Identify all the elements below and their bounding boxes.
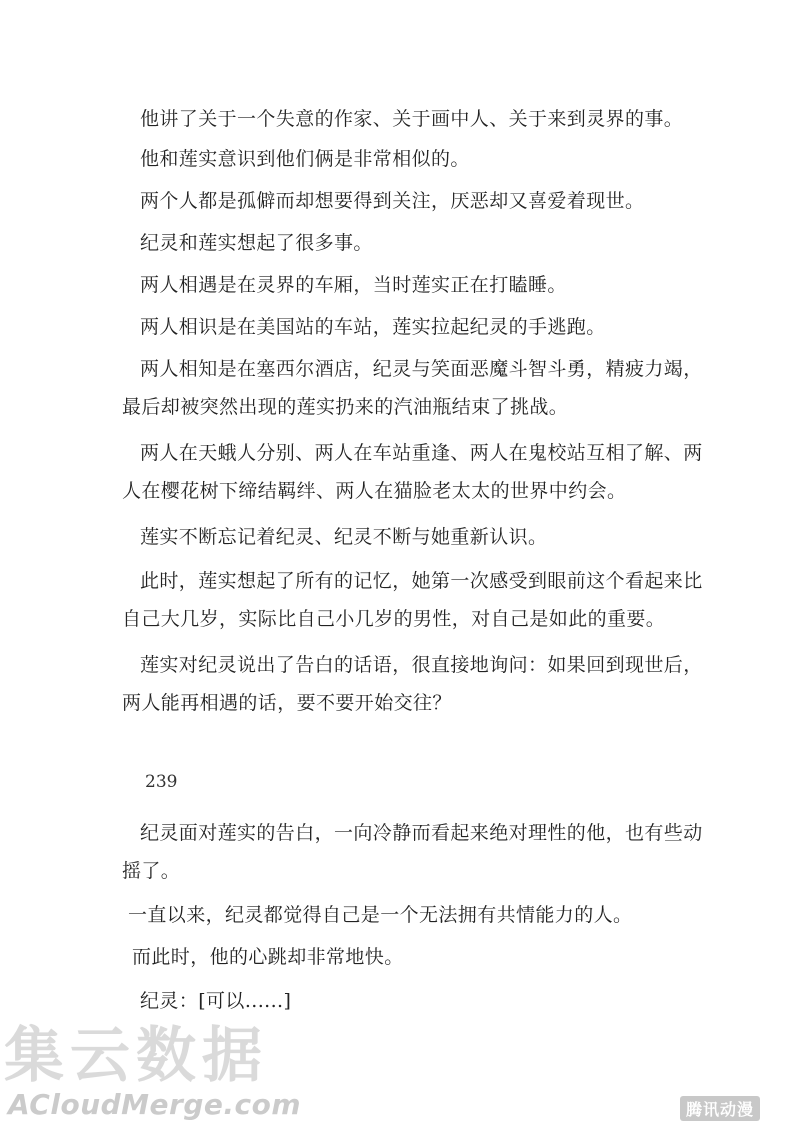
watermark-logo: 腾讯动漫 xyxy=(680,1096,760,1121)
text-line: 他和莲实意识到他们俩是非常相似的。 xyxy=(140,148,470,170)
text-line: 一直以来，纪灵都觉得自己是一个无法拥有共情能力的人。 xyxy=(128,904,633,926)
text-line: 此时，莲实想起了所有的记忆，她第一次感受到眼前这个看起来比 xyxy=(140,570,703,592)
text-line: 最后却被突然出现的莲实扔来的汽油瓶结束了挑战。 xyxy=(122,396,569,418)
paragraph-4 xyxy=(140,224,373,262)
paragraph-6 xyxy=(140,308,606,346)
watermark-chinese: 集云数据 xyxy=(4,1021,268,1091)
paragraph-10 xyxy=(122,562,703,638)
text-line: 莲实不断忘记着纪灵、纪灵不断与她重新认识。 xyxy=(140,526,548,548)
watermark-english: ACloudMerge.com xyxy=(8,1088,302,1121)
paragraph-14 xyxy=(132,938,404,976)
text-line: 两个人都是孤僻而却想要得到关注，厌恶却又喜爱着现世。 xyxy=(140,190,645,212)
text-line: 自己大几岁，实际比自己小几岁的男性，对自己是如此的重要。 xyxy=(122,608,666,630)
paragraph-13 xyxy=(128,896,632,934)
text-line: 两人相遇是在灵界的车厢，当时莲实正在打瞌睡。 xyxy=(140,274,567,296)
text-line: 纪灵：[可以......] xyxy=(140,990,292,1012)
paragraph-2 xyxy=(140,140,470,178)
paragraph-9 xyxy=(140,518,547,556)
paragraph-8 xyxy=(122,434,703,510)
paragraph-11 xyxy=(122,646,703,722)
paragraph-3 xyxy=(140,182,644,220)
paragraph-7 xyxy=(122,350,703,426)
text-line: 两人相知是在塞西尔酒店，纪灵与笑面恶魔斗智斗勇，精疲力竭， xyxy=(140,358,703,380)
text-line: 他讲了关于一个失意的作家、关于画中人、关于来到灵界的事。 xyxy=(140,108,684,130)
text-line: 两人能再相遇的话，要不要开始交往？ xyxy=(122,692,452,714)
text-line: 两人相识是在美国站的车站，莲实拉起纪灵的手逃跑。 xyxy=(140,316,606,338)
text-line: 莲实对纪灵说出了告白的话语，很直接地询问：如果回到现世后， xyxy=(140,654,703,676)
text-line: 纪灵面对莲实的告白，一向冷静而看起来绝对理性的他，也有些动 xyxy=(140,822,703,844)
text-line: 而此时，他的心跳却非常地快。 xyxy=(132,946,404,968)
paragraph-5 xyxy=(140,266,567,304)
text-line: 纪灵和莲实想起了很多事。 xyxy=(140,232,373,254)
paragraph-12 xyxy=(122,814,703,890)
text-line: 两人在天蛾人分别、两人在车站重逢、两人在鬼校站互相了解、两 xyxy=(140,442,703,464)
text-line: 摇了。 xyxy=(122,860,181,882)
text-line: 人在樱花树下缔结羁绊、两人在猫脸老太太的世界中约会。 xyxy=(122,480,627,502)
page-number: 239 xyxy=(145,772,178,792)
paragraph-1 xyxy=(140,100,683,138)
